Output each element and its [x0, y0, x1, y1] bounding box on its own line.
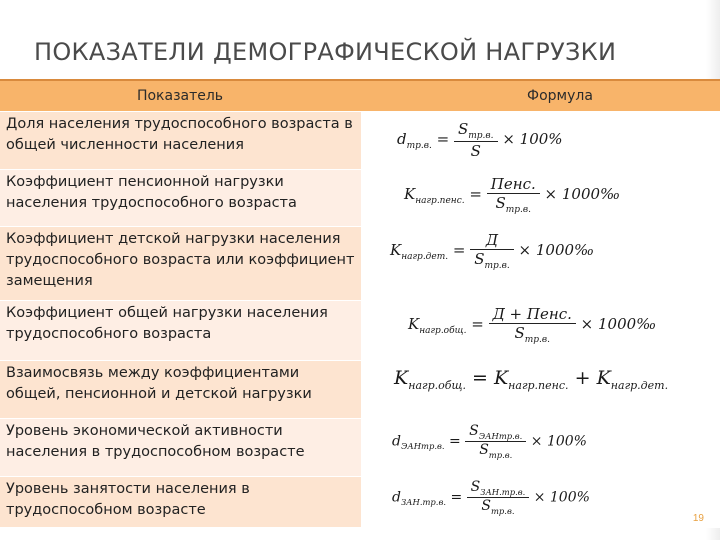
header-formula: Формула [527, 88, 593, 104]
table-row [0, 477, 720, 528]
row-formula [362, 419, 720, 476]
table-header [0, 79, 720, 112]
page-number: 19 [692, 513, 704, 524]
table-row [0, 227, 720, 301]
formula-child-load: $K_{нагр.дет.}$ = $\frac{Д}{S_{тр.в.}}$ × 1000‰ [390, 231, 595, 271]
fraction: $\frac{Д}{S_{тр.в.}}$ [470, 231, 514, 271]
fraction: $\frac{S_{ЭАНтр.в.}}{S_{тр.в.}}$ [465, 423, 526, 460]
formula-economic-activity: $d_{ЭАНтр.в.}$ = $\frac{S_{ЭАНтр.в.}}{S_{тр.в.}}$ × 100% [392, 423, 587, 460]
fraction: $\frac{S_{тр.в.}}{S}$ [454, 120, 498, 160]
table-row [0, 301, 720, 361]
page-title: ПОКАЗАТЕЛИ ДЕМОГРАФИЧЕСКОЙ НАГРУЗКИ [34, 38, 617, 66]
row-label: Коэффициент общей нагрузки населения трудоспособного возраста [0, 301, 362, 360]
row-label: Коэффициент детской нагрузки населения трудоспособного возраста или коэффициент замещения [0, 227, 362, 300]
row-formula [362, 227, 720, 300]
table-row [0, 419, 720, 477]
row-formula [362, 112, 720, 169]
table-row [0, 170, 720, 227]
row-label: Взаимосвязь между коэффициентами общей, пенсионной и детской нагрузки [0, 361, 362, 418]
formula-employment: $d_{ЗАН.тр.в.}$ = $\frac{S_{ЗАН.тр.в.}}{S_{тр.в.}}$ × 100% [392, 479, 590, 516]
table-row [0, 112, 720, 170]
fraction: $\frac{\text{Д + Пенс.}}{S_{тр.в.}}$ [489, 305, 576, 345]
row-label: Уровень экономической активности населения в трудоспособном возрасте [0, 419, 362, 476]
row-label: Коэффициент пенсионной нагрузки населения трудоспособного возраста [0, 170, 362, 226]
formula-pension-load: $K_{нагр.пенс.}$ = $\frac{\text{Пенс.}}{S_{тр.в.}}$ × 1000‰ [404, 175, 621, 215]
formula-total-load: $K_{нагр.общ.}$ = $\frac{\text{Д + Пенс.}}{S_{тр.в.}}$ × 1000‰ [408, 305, 657, 345]
header-indicator: Показатель [136, 88, 224, 104]
row-label: Уровень занятости населения в трудоспособном возрасте [0, 477, 362, 527]
row-formula [362, 361, 720, 418]
row-formula [362, 301, 720, 360]
fraction: $\frac{S_{ЗАН.тр.в.}}{S_{тр.в.}}$ [467, 479, 530, 516]
formula-load-relation: $K_{нагр.общ.} = K_{нагр.пенс.} + K_{нагр.дет.}$ [394, 367, 669, 392]
indicators-table [0, 79, 720, 528]
row-formula [362, 477, 720, 527]
table-row [0, 361, 720, 419]
formula-share-working-age: $d_{тр.в.}$ = $\frac{S_{тр.в.}}{S}$ × 100% [397, 120, 563, 160]
row-label: Доля населения трудоспособного возраста в общей численности населения [0, 112, 362, 169]
row-formula [362, 170, 720, 226]
fraction: $\frac{\text{Пенс.}}{S_{тр.в.}}$ [487, 175, 540, 215]
